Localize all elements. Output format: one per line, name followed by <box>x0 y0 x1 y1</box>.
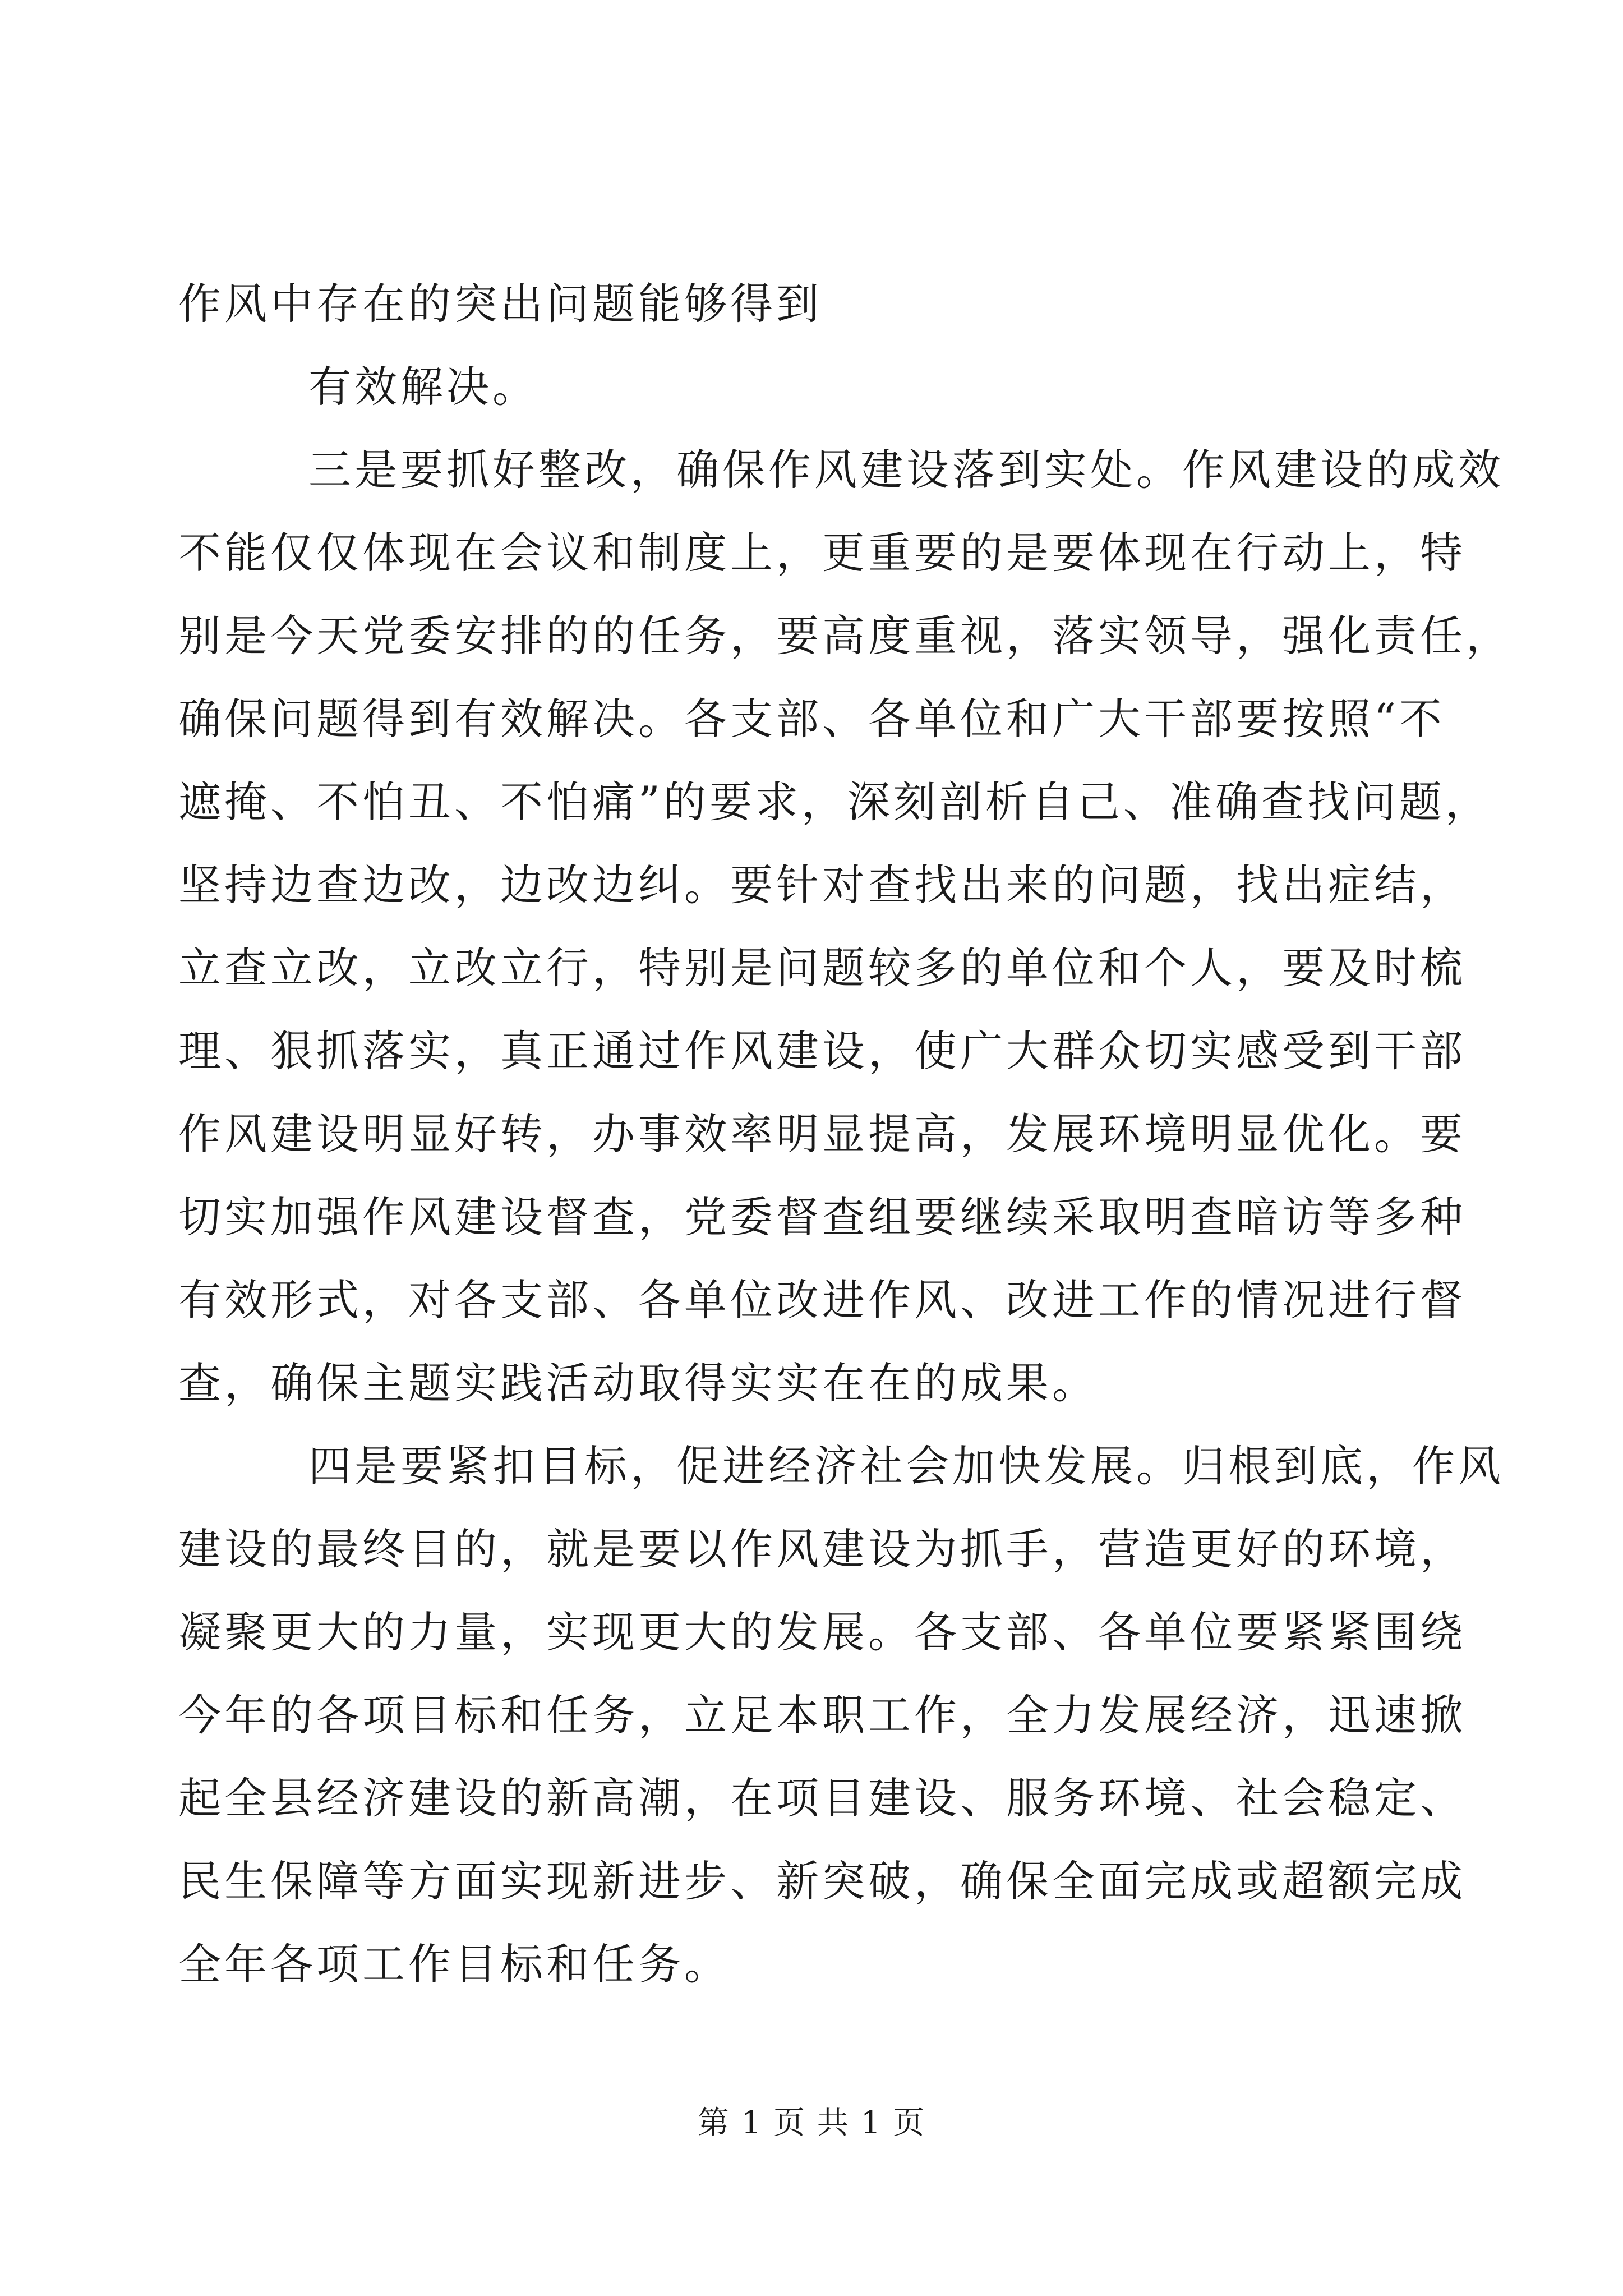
text-line: 别是今天党委安排的的任务，要高度重视，落实领导，强化责任， <box>178 611 1512 661</box>
text-line: 凝聚更大的力量，实现更大的发展。各支部、各单位要紧紧围绕 <box>178 1607 1466 1657</box>
text-line: 四是要紧扣目标，促进经济社会加快发展。归根到底，作风 <box>308 1441 1504 1491</box>
text-line: 不能仅仅体现在会议和制度上，更重要的是要体现在行动上，特 <box>178 528 1466 578</box>
page-footer: 第 1 页 共 1 页 <box>697 2105 926 2141</box>
document-body <box>178 263 1512 2006</box>
text-line: 民生保障等方面实现新进步、新突破，确保全面完成或超额完成 <box>178 1856 1466 1906</box>
text-line: 三是要抓好整改，确保作风建设落到实处。作风建设的成效 <box>308 445 1504 495</box>
text-line: 确保问题得到有效解决。各支部、各单位和广大干部要按照“不 <box>178 694 1445 744</box>
text-line: 作风建设明显好转，办事效率明显提高，发展环境明显优化。要 <box>178 1109 1466 1159</box>
text-line: 理、狠抓落实，真正通过作风建设，使广大群众切实感受到干部 <box>178 1026 1466 1076</box>
text-line: 查，确保主题实践活动取得实实在在的成果。 <box>178 1358 1098 1408</box>
text-line: 立查立改，立改立行，特别是问题较多的单位和个人，要及时梳 <box>178 943 1466 993</box>
text-line: 全年各项工作目标和任务。 <box>178 1939 730 1989</box>
text-line: 有效形式，对各支部、各单位改进作风、改进工作的情况进行督 <box>178 1275 1466 1325</box>
text-line: 有效解决。 <box>308 362 538 412</box>
text-line: 起全县经济建设的新高潮，在项目建设、服务环境、社会稳定、 <box>178 1773 1466 1823</box>
text-line: 遮掩、不怕丑、不怕痛”的要求，深刻剖析自己、准确查找问题， <box>178 777 1491 827</box>
text-line: 坚持边查边改，边改边纠。要针对查找出来的问题，找出症结， <box>178 860 1466 910</box>
text-line: 切实加强作风建设督查，党委督查组要继续采取明查暗访等多种 <box>178 1192 1466 1242</box>
text-line: 建设的最终目的，就是要以作风建设为抓手，营造更好的环境， <box>178 1524 1466 1574</box>
text-line: 今年的各项目标和任务，立足本职工作，全力发展经济，迅速掀 <box>178 1690 1466 1740</box>
text-line: 作风中存在的突出问题能够得到 <box>178 279 822 329</box>
